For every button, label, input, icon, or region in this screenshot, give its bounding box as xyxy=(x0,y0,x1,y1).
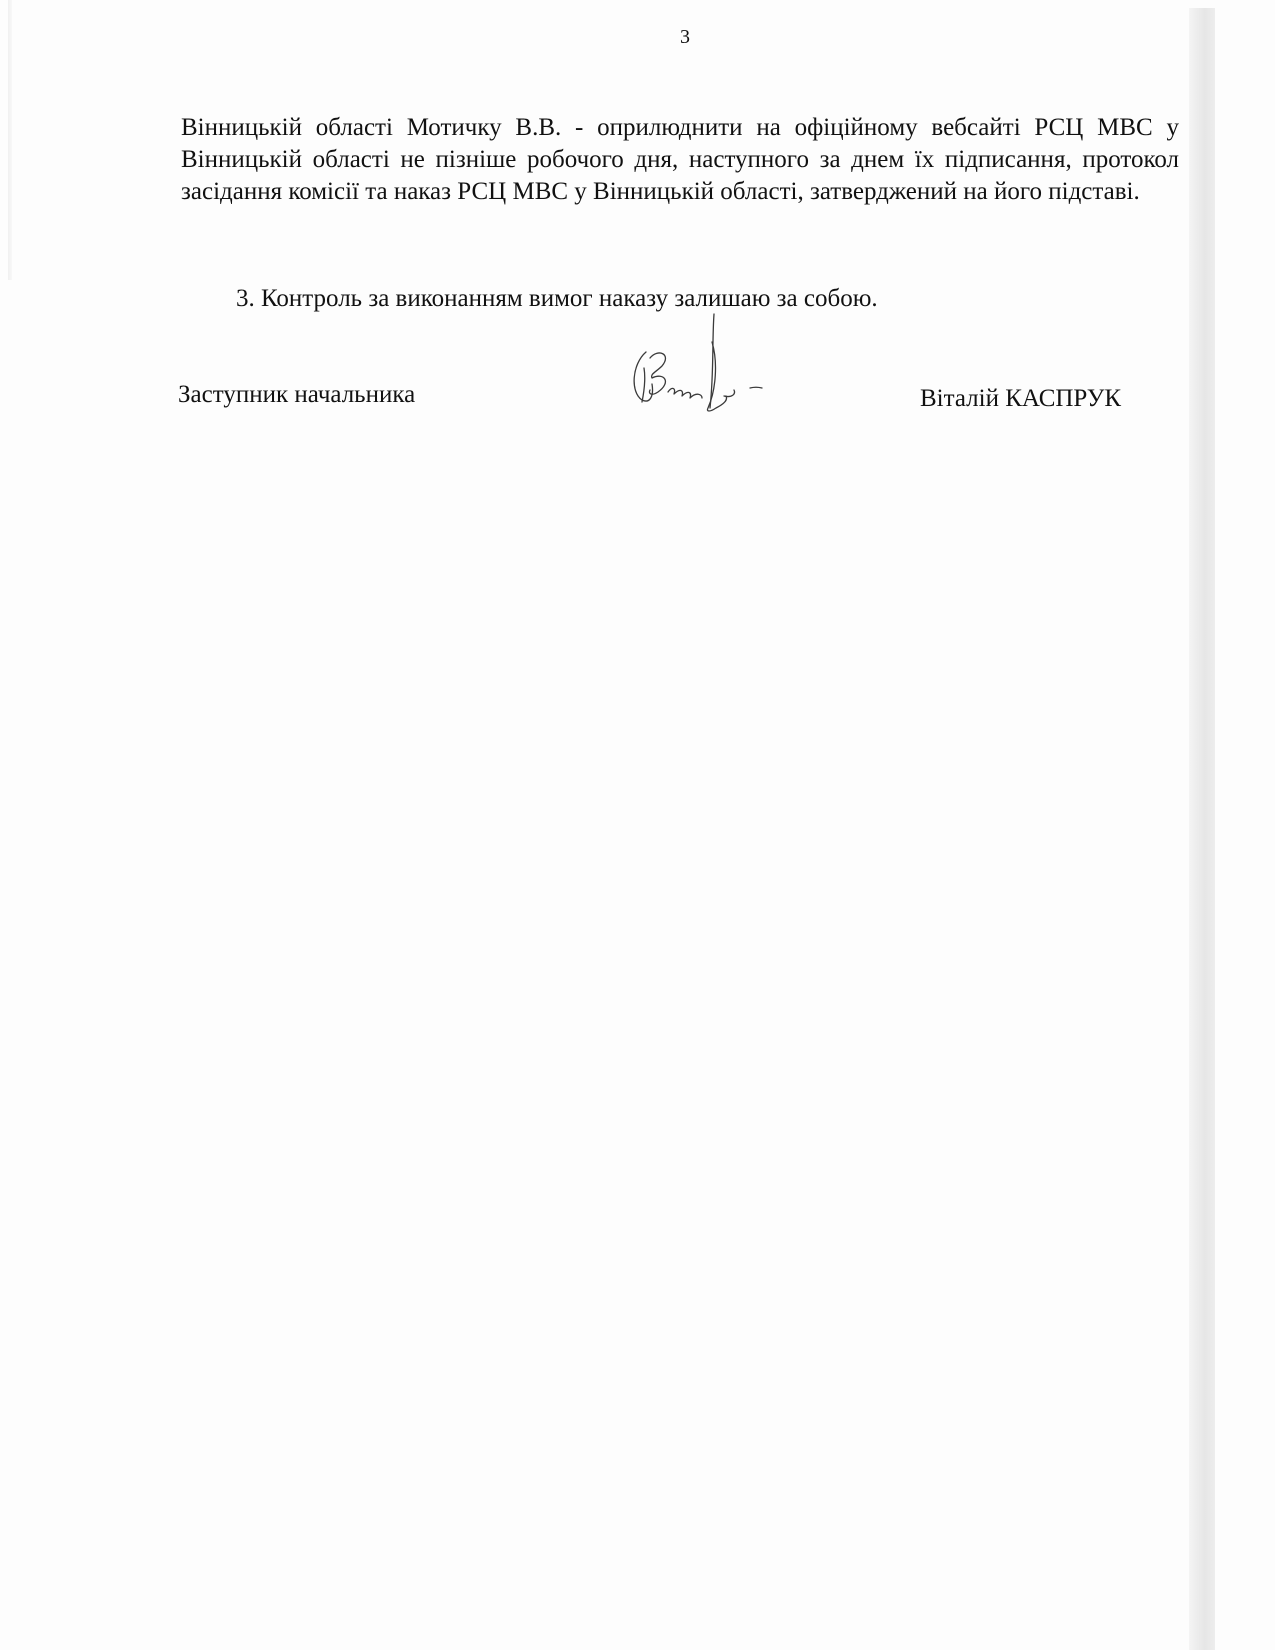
item-3-text: 3. Контроль за виконанням вимог наказу залишаю за собою. xyxy=(236,285,878,312)
page-number: 3 xyxy=(680,26,690,48)
handwritten-signature xyxy=(628,312,798,430)
scan-shadow-right xyxy=(1189,8,1215,1650)
body-paragraph: Вінницькій області Мотичку В.В. - оприлюднити на офіційному вебсайті РСЦ МВС у Вінницькій області не пізніше робочого дня, наступного за днем їх підписання, протокол засідання комісії та наказ РСЦ МВС у Вінницькій області, затверджений на його підставі. xyxy=(181,114,1179,205)
signatory-name: Віталій КАСПРУК xyxy=(920,385,1122,412)
signatory-position: Заступник начальника xyxy=(178,381,416,408)
